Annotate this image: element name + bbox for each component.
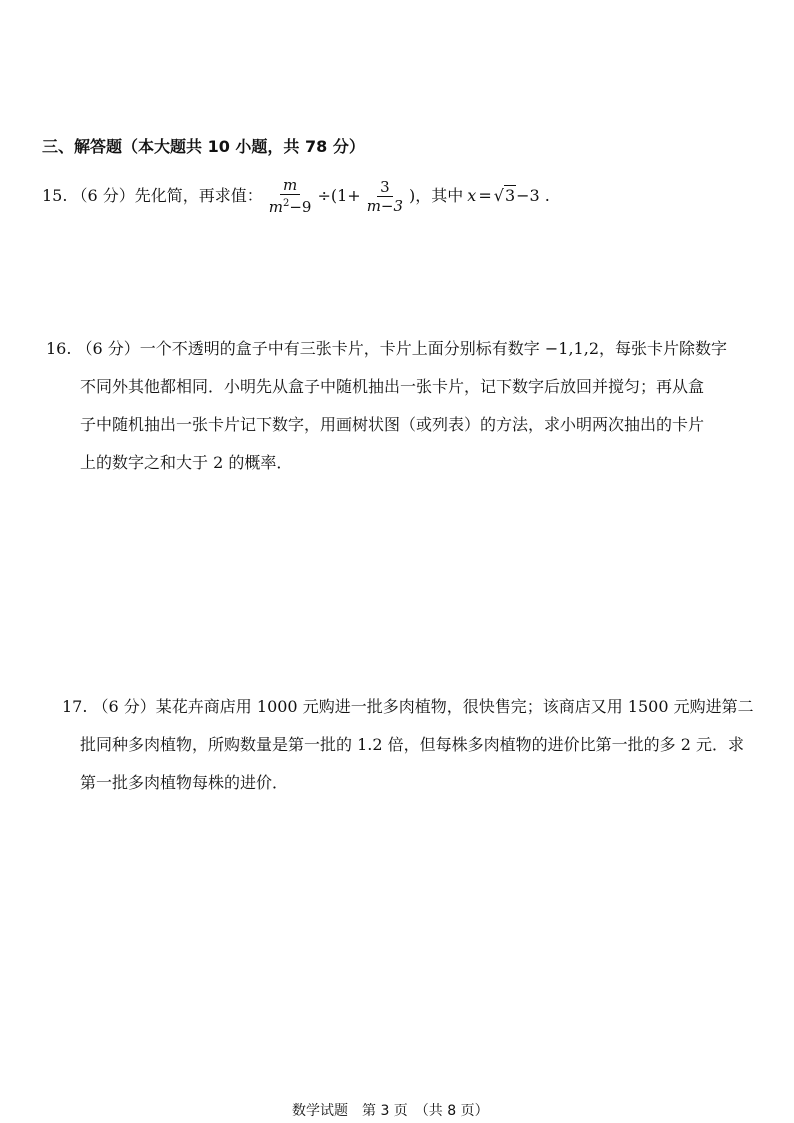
- q15-frac1-den-base: m: [268, 198, 283, 216]
- question-16: [46, 330, 727, 482]
- q15-close: )，其中: [409, 186, 464, 205]
- q15-tail: −3 .: [516, 186, 550, 205]
- q15-frac2-denominator: m−3: [366, 196, 404, 215]
- q16-line-4: 上的数字之和大于 2 的概率．: [80, 453, 293, 472]
- q15-fraction-1: [266, 176, 315, 216]
- q15-number: 15.: [42, 186, 68, 205]
- q15-frac1-numerator: m: [280, 176, 300, 195]
- q16-line-3: 子中随机抽出一张卡片记下数字，用画树状图（或列表）的方法，求小明两次抽出的卡片: [80, 415, 705, 434]
- q17-line-3: 第一批多肉植物每株的进价．: [80, 773, 289, 792]
- question-17: [62, 688, 754, 802]
- q15-frac1-den-rest: −9: [289, 198, 312, 216]
- q15-equals: =: [478, 186, 492, 205]
- q15-fraction-2: [364, 178, 406, 215]
- q15-variable: x: [467, 186, 477, 205]
- q15-sqrt: √3: [493, 186, 516, 205]
- q17-line-2: 批同种多肉植物，所购数量是第一批的 1.2 倍，但每株多肉植物的进价比第一批的多 2 元．求: [80, 735, 744, 754]
- q15-frac1-den-exp: 2: [282, 198, 290, 209]
- q16-line-2: 不同外其他都相同．小明先从盒子中随机抽出一张卡片，记下数字后放回并搅匀；再从盒: [80, 377, 705, 396]
- q16-line-1: 16. （6 分）一个不透明的盒子中有三张卡片，卡片上面分别标有数字 −1,1,2，每张卡片除数字: [46, 339, 728, 358]
- q15-frac2-numerator: 3: [377, 178, 393, 197]
- q15-divide-open: ÷(1+: [317, 186, 361, 205]
- section-title: 三、解答题（本大题共 10 小题，共 78 分）: [42, 137, 365, 156]
- q17-line-1: 17. （6 分）某花卉商店用 1000 元购进一批多肉植物，很快售完；该商店又用 1500 元购进第二: [62, 697, 754, 716]
- question-15: [42, 176, 550, 216]
- q15-sqrt-radicand: 3: [504, 186, 516, 205]
- page-footer: 数学试题 第 3 页 （共 8 页）: [292, 1103, 489, 1119]
- q15-frac1-denominator: [266, 195, 315, 216]
- q15-intro: （6 分）先化简，再求值：: [71, 186, 263, 205]
